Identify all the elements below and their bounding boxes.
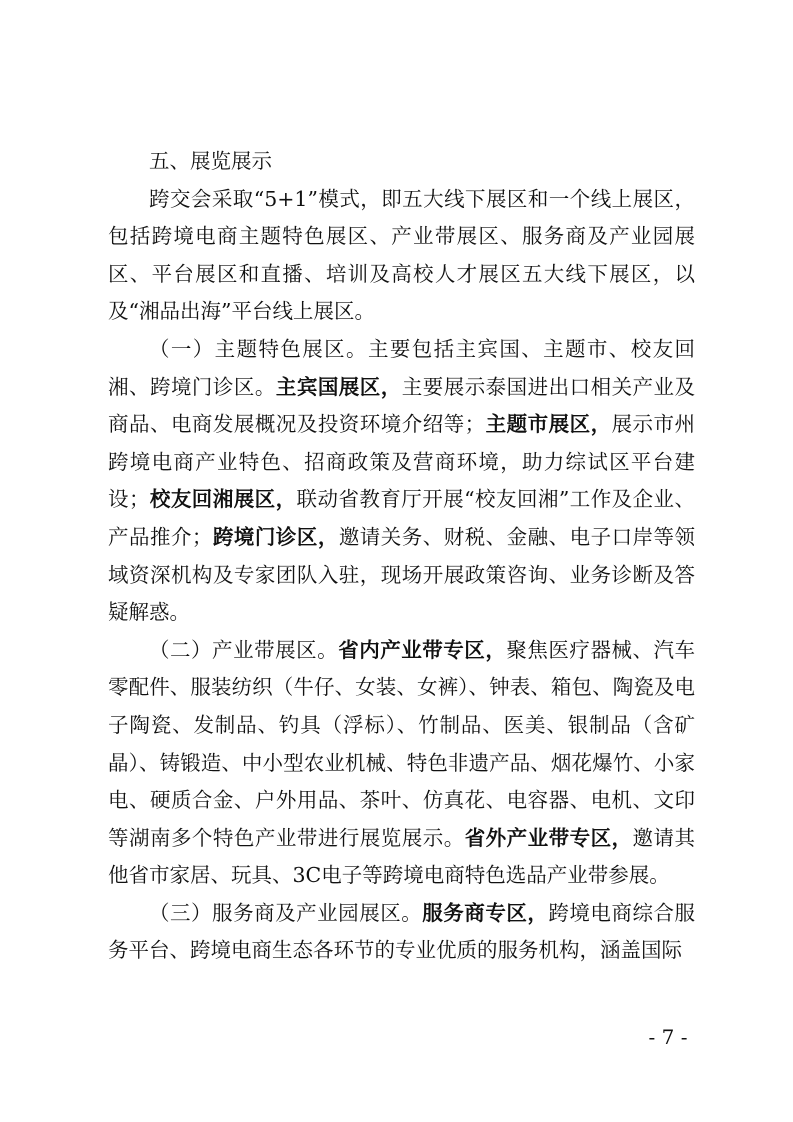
paragraph [108,895,695,970]
paragraph-text: 邀请其他省市家居、玩具、3C电子等跨境电商特色选品产业带参展。 [108,825,696,888]
paragraph-text: 联动省教育厅开展“校友回湘”工作及企业、产品推介； [108,487,696,549]
paragraph-text: 跨交会采取“5+1”模式，即五大线下展区和一个线上展区，包括跨境电商主题特色展区、产业带展区、服务商及产业园展区、平台展区和直播、培训及高校人才展区五大线下展区，以及“湘品出海”平台线上展区。 [108,186,695,324]
bold-term: 主题市展区， [485,412,612,437]
paragraph-text: 聚焦医疗器械、汽车零配件、服装纺织（牛仔、女装、女裤）、钟表、箱包、陶瓷及电子陶瓷、发制品、钓具（浮标）、竹制品、医美、银制品（含矿晶）、铸锻造、中小型农业机械、特色非遗产品、烟花爆竹、小家电、硬质合金、户外用品、茶叶、仿真花、电容器、电机、文印等湖南多个特色产业带进行展览展示。 [108,637,696,850]
paragraph-text: （一）主题特色展区。主要包括主宾国、主题市、校友回湘、跨境门诊区。 [108,336,695,399]
paragraph-text: 跨境电商综合服务平台、跨境电商生态各环节的专业优质的服务机构，涵盖国际 [108,900,696,963]
paragraph-text: （三）服务商及产业园展区。 [149,900,423,925]
bold-term: 服务商专区， [422,900,549,925]
paragraph [108,632,695,895]
document-body [108,143,695,970]
bold-term: 主宾国展区， [275,374,402,399]
paragraph [108,181,695,331]
bold-term: 省内产业带专区， [338,637,507,662]
paragraph-text: （二）产业带展区。 [149,637,339,662]
bold-term: 跨境门诊区， [212,524,339,549]
paragraph [108,331,695,632]
section-heading: 五、展览展示 [149,149,272,173]
paragraph-text: 主要展示泰国进出口相关产业及商品、电商发展概况及投资环境介绍等； [108,374,696,437]
bold-term: 校友回湘展区， [149,487,297,512]
page-number: - 7 - [648,1025,688,1049]
paragraph-text: 邀请关务、财税、金融、电子口岸等领域资深机构及专家团队入驻，现场开展政策咨询、业务诊断及答疑解惑。 [108,524,696,625]
bold-term: 省外产业带专区， [464,825,633,850]
paragraph-text: 展示市州跨境电商产业特色、招商政策及营商环境，助力综试区平台建设； [108,412,696,512]
